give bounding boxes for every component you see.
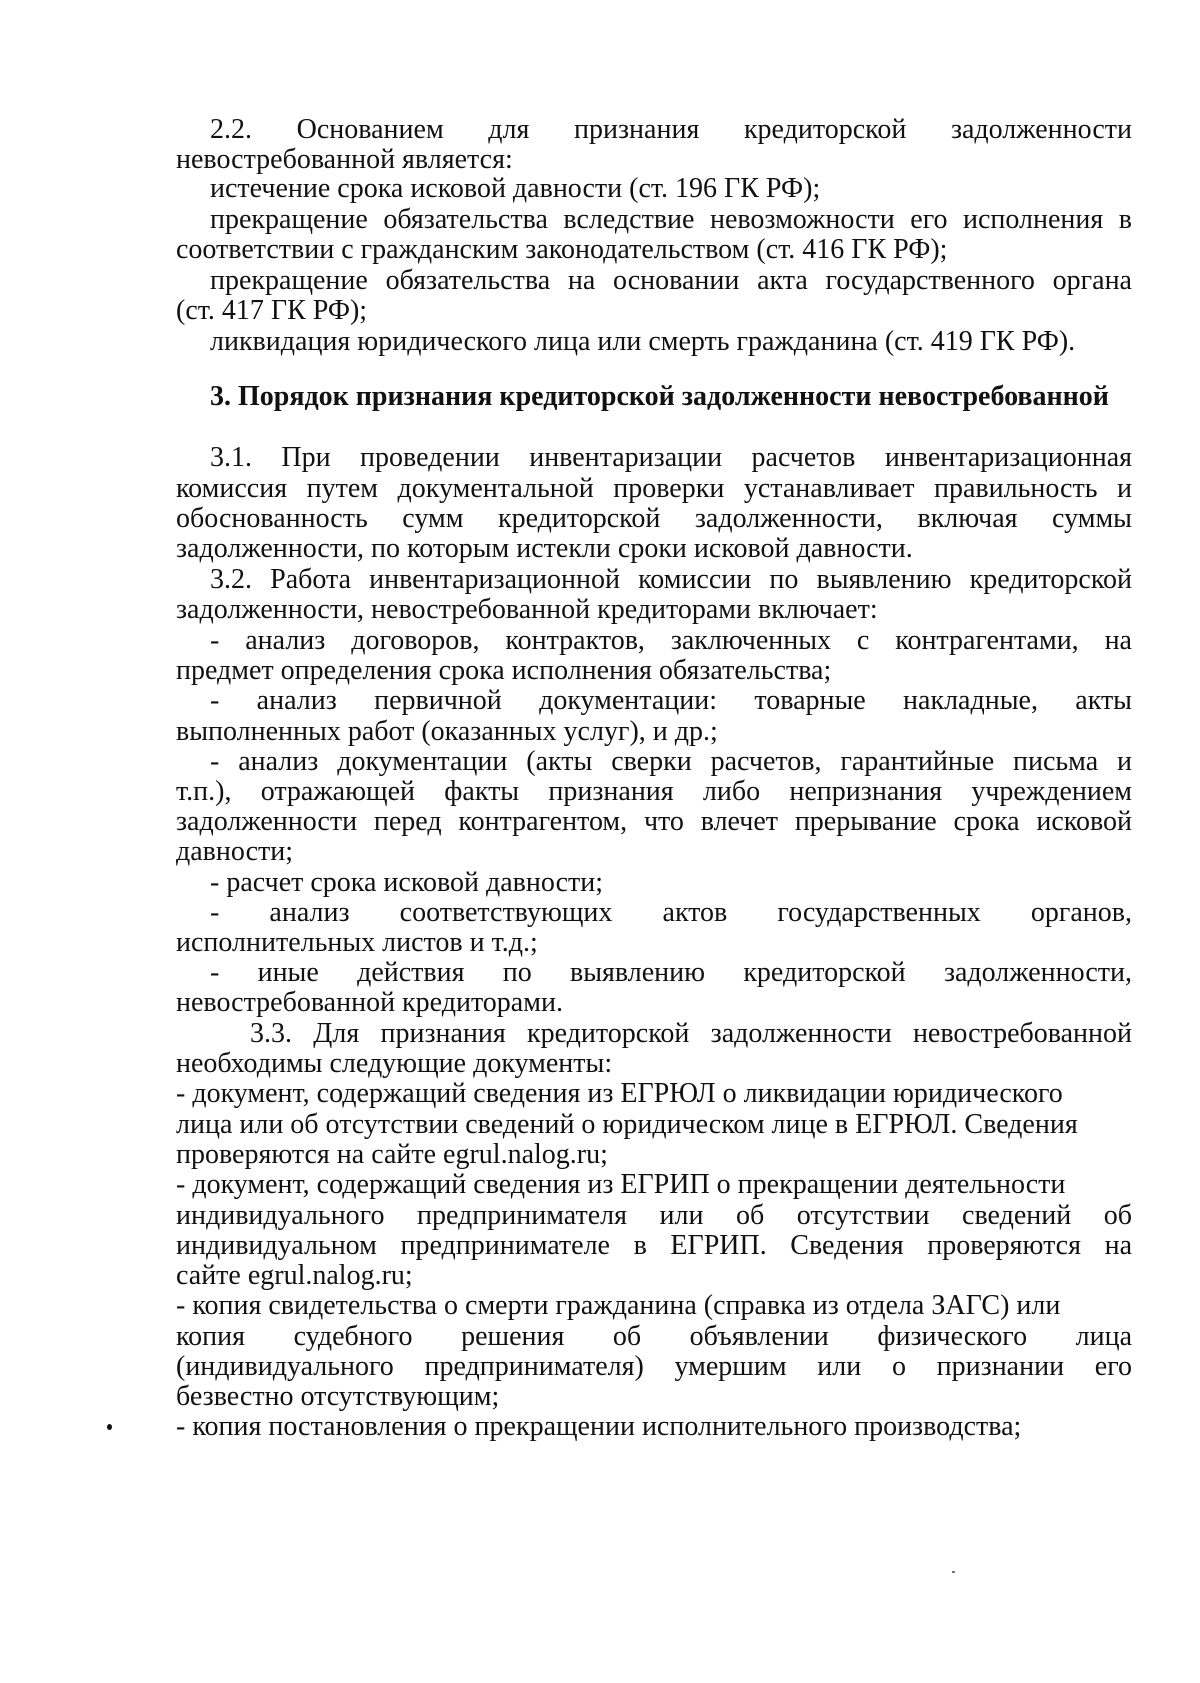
clause-3-3-line: 3.3. Для признания кредиторской задолженности невостребованной — [250, 1018, 1132, 1049]
basis-item-cont: (ст. 417 ГК РФ); — [176, 295, 368, 326]
document-item-cont: индивидуального предпринимателя или об отсутствии сведений об — [176, 1200, 1132, 1231]
list-item: - анализ первичной документации: товарные накладные, акты — [210, 685, 1132, 716]
document-item-cont: индивидуальном предпринимателе в ЕГРИП. Сведения проверяются на — [176, 1230, 1132, 1261]
list-item-cont: задолженности перед контрагентом, что влечет прерывание срока исковой — [176, 806, 1132, 837]
clause-3-1-line: задолженности, по которым истекли сроки исковой давности. — [176, 533, 913, 564]
document-item: - копия свидетельства о смерти гражданина (справка из отдела ЗАГС) или — [176, 1290, 1061, 1321]
scan-speck-mark — [952, 1571, 955, 1573]
basis-item-cont: соответствии с гражданским законодательством (ст. 416 ГК РФ); — [176, 234, 948, 265]
clause-3-1-line: обоснованность сумм кредиторской задолженности, включая суммы — [176, 503, 1132, 534]
document-item: - документ, содержащий сведения из ЕГРЮЛ о ликвидации юридического — [176, 1078, 1063, 1109]
list-item-cont: исполнительных листов и т.д.; — [176, 927, 538, 958]
document-item-cont: проверяются на сайте egrul.nalog.ru; — [176, 1139, 608, 1170]
list-item: - анализ договоров, контрактов, заключенных с контрагентами, на — [210, 625, 1132, 656]
list-item: - анализ соответствующих актов государственных органов, — [210, 897, 1132, 928]
scan-dot-mark — [107, 1424, 112, 1430]
document-item: - документ, содержащий сведения из ЕГРИП о прекращении деятельности — [176, 1169, 1066, 1200]
clause-3-2-line: 3.2. Работа инвентаризационной комиссии по выявлению кредиторской — [210, 564, 1132, 595]
section-3-heading: 3. Порядок признания кредиторской задолженности невостребованной — [210, 381, 1109, 412]
clause-2-2-line: 2.2. Основанием для признания кредиторской задолженности — [210, 114, 1132, 145]
list-item: - иные действия по выявлению кредиторской задолженности, — [210, 957, 1132, 988]
document-item-cont: безвестно отсутствующим; — [176, 1381, 500, 1412]
basis-item: прекращение обязательства на основании акта государственного органа — [210, 265, 1132, 296]
document-item: - копия постановления о прекращении исполнительного производства; — [176, 1411, 1022, 1442]
document-item-cont: лица или об отсутствии сведений о юридическом лице в ЕГРЮЛ. Сведения — [176, 1109, 1078, 1140]
list-item-cont: выполненных работ (оказанных услуг), и др.; — [176, 716, 718, 747]
basis-item: прекращение обязательства вследствие невозможности его исполнения в — [210, 204, 1132, 235]
clause-3-3-line: необходимы следующие документы: — [176, 1048, 613, 1079]
document-item-cont: сайте egrul.nalog.ru; — [176, 1260, 413, 1291]
basis-item: ликвидация юридического лица или смерть гражданина (ст. 419 ГК РФ). — [210, 326, 1076, 357]
basis-item: истечение срока исковой давности (ст. 196 ГК РФ); — [210, 173, 821, 204]
clause-3-1-line: комиссия путем документальной проверки устанавливает правильность и — [176, 473, 1132, 504]
clause-3-2-line: задолженности, невостребованной кредиторами включает: — [176, 594, 878, 625]
clause-3-1-line: 3.1. При проведении инвентаризации расчетов инвентаризационная — [210, 442, 1132, 473]
document-item-cont: копия судебного решения об объявлении физического лица — [176, 1321, 1132, 1352]
list-item: - анализ документации (акты сверки расчетов, гарантийные письма и — [210, 746, 1132, 777]
list-item-cont: давности; — [176, 836, 294, 867]
list-item-cont: т.п.), отражающей факты признания либо непризнания учреждением — [176, 776, 1132, 807]
list-item-cont: предмет определения срока исполнения обязательства; — [176, 655, 832, 686]
list-item: - расчет срока исковой давности; — [210, 867, 604, 898]
list-item-cont: невостребованной кредиторами. — [176, 987, 563, 1018]
document-item-cont: (индивидуального предпринимателя) умершим или о признании его — [176, 1351, 1132, 1382]
clause-2-2-line: невостребованной является: — [176, 144, 513, 175]
